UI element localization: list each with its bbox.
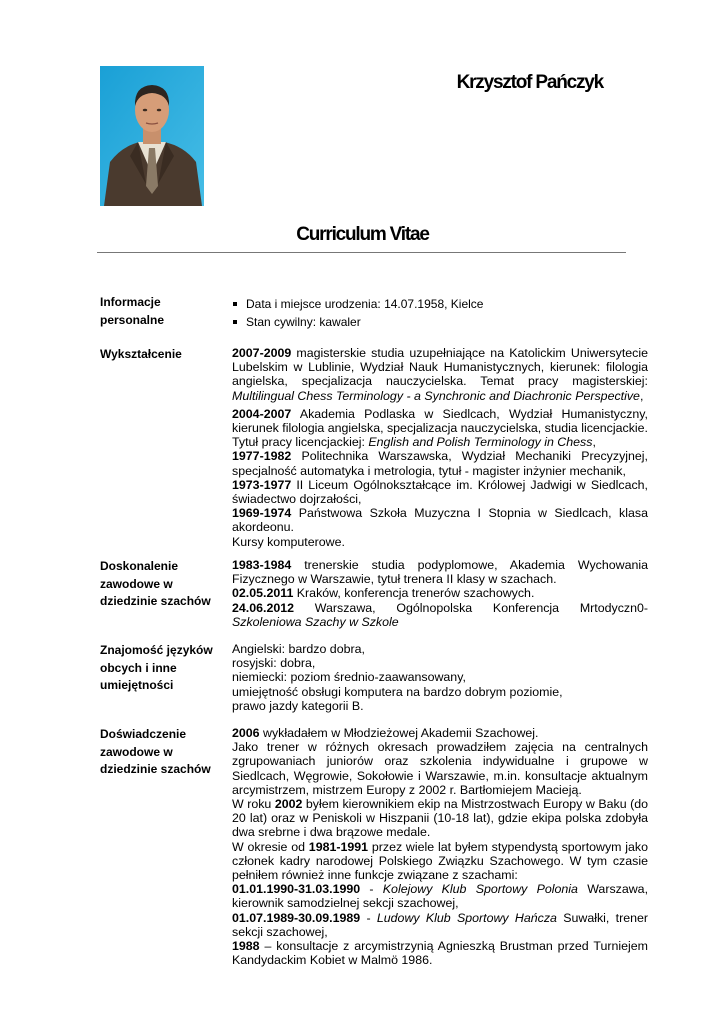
section-training bbox=[232, 558, 648, 629]
section-label-personal: Informacje personalne bbox=[100, 295, 165, 327]
entry-text: Państwowa Szkoła Muzyczna I Stopnia w Siedlcach, klasa akordeonu. bbox=[232, 506, 648, 535]
entry-text: trenerskie studia podyplomowe, Akademia Wychowania Fizycznego w Warszawie, tytuł trenera II klasy w szachach. bbox=[232, 558, 648, 587]
document-title: Curriculum Vitae bbox=[296, 224, 429, 245]
title-divider bbox=[97, 252, 626, 253]
education-entry: Kursy komputerowe. bbox=[232, 534, 345, 549]
marital-status-item: Stan cywilny: kawaler bbox=[232, 313, 648, 331]
entry-dash: - bbox=[360, 882, 383, 897]
thesis-title: Multilingual Chess Terminology - a Synchronic and Diachronic Perspective bbox=[232, 388, 640, 403]
entry-text: W roku bbox=[232, 797, 275, 812]
training-entry bbox=[232, 601, 648, 629]
skill-line: rosyjski: dobra, bbox=[232, 656, 316, 671]
entry-date: 24.06.2012 bbox=[232, 600, 295, 615]
education-entry bbox=[232, 478, 648, 506]
experience-entry bbox=[232, 726, 648, 740]
skill-line: Angielski: bardzo dobra, bbox=[232, 642, 365, 656]
portrait-photo bbox=[100, 66, 204, 206]
club-name: Ludowy Klub Sportowy Hańcza bbox=[376, 910, 557, 925]
entry-text: Suwałki, trener sekcji szachowej, bbox=[232, 910, 649, 939]
portrait-illustration bbox=[100, 66, 204, 206]
entry-year: 2002 bbox=[274, 797, 303, 812]
experience-entry bbox=[232, 911, 648, 939]
training-entry bbox=[232, 558, 648, 586]
section-personal bbox=[232, 295, 648, 331]
conference-title: Szkoleniowa Szachy w Szkole bbox=[232, 614, 399, 629]
training-entry bbox=[232, 586, 648, 600]
skill-line: niemiecki: poziom średnio-zaawansowany, bbox=[232, 670, 466, 685]
birth-info-item: Data i miejsce urodzenia: 14.07.1958, Kielce bbox=[232, 295, 648, 313]
thesis-title: English and Polish Terminology in Chess bbox=[368, 435, 593, 450]
entry-year: 2004-2007 bbox=[232, 406, 292, 421]
entry-year: 1977-1982 bbox=[232, 449, 292, 464]
experience-entry: Jako trener w różnych okresach prowadziłem zajęcia na centralnych zgrupowaniach juniorów oraz szkolenia indywidualne i grupowe w Siedlcach, Węgrowie, Sokołowie i Warszawie, m.in. konsultacje aktualnym arcymistrzem, mistrzem Europy z 2002 r. Bartłomiejem Macieją. bbox=[232, 740, 648, 797]
entry-year: 1969-1974 bbox=[232, 506, 292, 521]
entry-text: II Liceum Ogólnokształcące im. Królowej Jadwigi w Siedlcach, świadectwo dojrzałości, bbox=[232, 477, 648, 507]
section-label-languages: Znajomość języków obcych i inne umiejętności bbox=[100, 643, 213, 693]
entry-text: Kraków, konferencja trenerów szachowych. bbox=[293, 586, 535, 601]
entry-text: W okresie od bbox=[232, 839, 309, 854]
skill-line: prawo jazdy kategorii B. bbox=[232, 698, 364, 713]
entry-year: 2007-2009 bbox=[232, 346, 292, 360]
entry-year: 2006 bbox=[232, 726, 260, 740]
entry-year: 1973-1977 bbox=[232, 477, 292, 492]
section-languages bbox=[232, 642, 648, 713]
entry-text: byłem kierownikiem ekip na Mistrzostwach Europy w Baku (do 20 lat) oraz w Peniskoli w Hiszpanii (10-18 lat), gdzie ekipa polska zdobyła dwa srebrne i dwa brązowe medale. bbox=[232, 797, 648, 840]
education-entry bbox=[232, 346, 648, 403]
entry-text: – konsultacje z arcymistrzynią Agnieszką Brustman przed Turniejem Kandydackim Kobiet w Malmö 1986. bbox=[232, 939, 648, 968]
education-entry bbox=[232, 449, 648, 477]
section-label-training: Doskonalenie zawodowe w dziedzinie szachów bbox=[100, 559, 211, 609]
entry-date: 01.01.1990-31.03.1990 bbox=[232, 882, 361, 897]
entry-punct: , bbox=[639, 388, 644, 403]
entry-text: Warszawa, Ogólnopolska Konferencja Mrtodyczn0- bbox=[294, 600, 648, 615]
education-entry bbox=[232, 407, 648, 450]
section-education bbox=[232, 346, 648, 549]
entry-text: Politechnika Warszawska, Wydział Mechaniki Precyzyjnej, specjalność automatyka i metrologia, tytuł - magister inżynier mechanik, bbox=[232, 449, 648, 478]
entry-text: Warszawa, kierownik samodzielnej sekcji szachowej, bbox=[232, 882, 649, 911]
experience-entry bbox=[232, 840, 648, 883]
section-label-experience: Doświadczenie zawodowe w dziedzinie szachów bbox=[100, 727, 211, 777]
candidate-name: Krzysztof Pańczyk bbox=[456, 72, 603, 93]
section-experience bbox=[232, 726, 648, 967]
skill-line: umiejętność obsługi komputera na bardzo dobrym poziomie, bbox=[232, 684, 563, 699]
entry-year: 1981-1991 bbox=[308, 839, 369, 854]
experience-entry bbox=[232, 939, 648, 967]
entry-dash: - bbox=[360, 910, 377, 925]
entry-date: 02.05.2011 bbox=[232, 586, 294, 601]
entry-text: Akademia Podlaska w Siedlcach, Wydział Humanistyczny, kierunek filologia angielska, specjalizacja nauczycielska, studia licencjackie. Tytuł pracy licencjackiej: bbox=[232, 406, 648, 450]
entry-year: 1983-1984 bbox=[232, 558, 292, 572]
section-label-education: Wykształcenie bbox=[100, 347, 182, 361]
entry-text: wykładałem w Młodzieżowej Akademii Szachowej. bbox=[259, 726, 539, 740]
experience-entry bbox=[232, 882, 648, 910]
club-name: Kolejowy Klub Sportowy Polonia bbox=[382, 882, 578, 897]
experience-entry bbox=[232, 797, 648, 840]
entry-punct: , bbox=[592, 435, 596, 450]
entry-year: 1988 bbox=[232, 939, 260, 954]
entry-date: 01.07.1989-30.09.1989 bbox=[232, 910, 361, 925]
entry-text: przez wiele lat byłem stypendystą sportowym jako członek kadry narodowej Polskiego Związku Szachowego. W tym czasie pełniłem również inne funkcje związane z szachami: bbox=[232, 839, 649, 883]
education-entry bbox=[232, 506, 648, 534]
entry-text: magisterskie studia uzupełniające na Katolickim Uniwersytecie Lubelskim w Lublinie, Wydział Nauk Humanistycznych, kierunek: filologia angielska, specjalizacja nauczycielska. Temat pracy magisterskiej: bbox=[232, 346, 648, 389]
